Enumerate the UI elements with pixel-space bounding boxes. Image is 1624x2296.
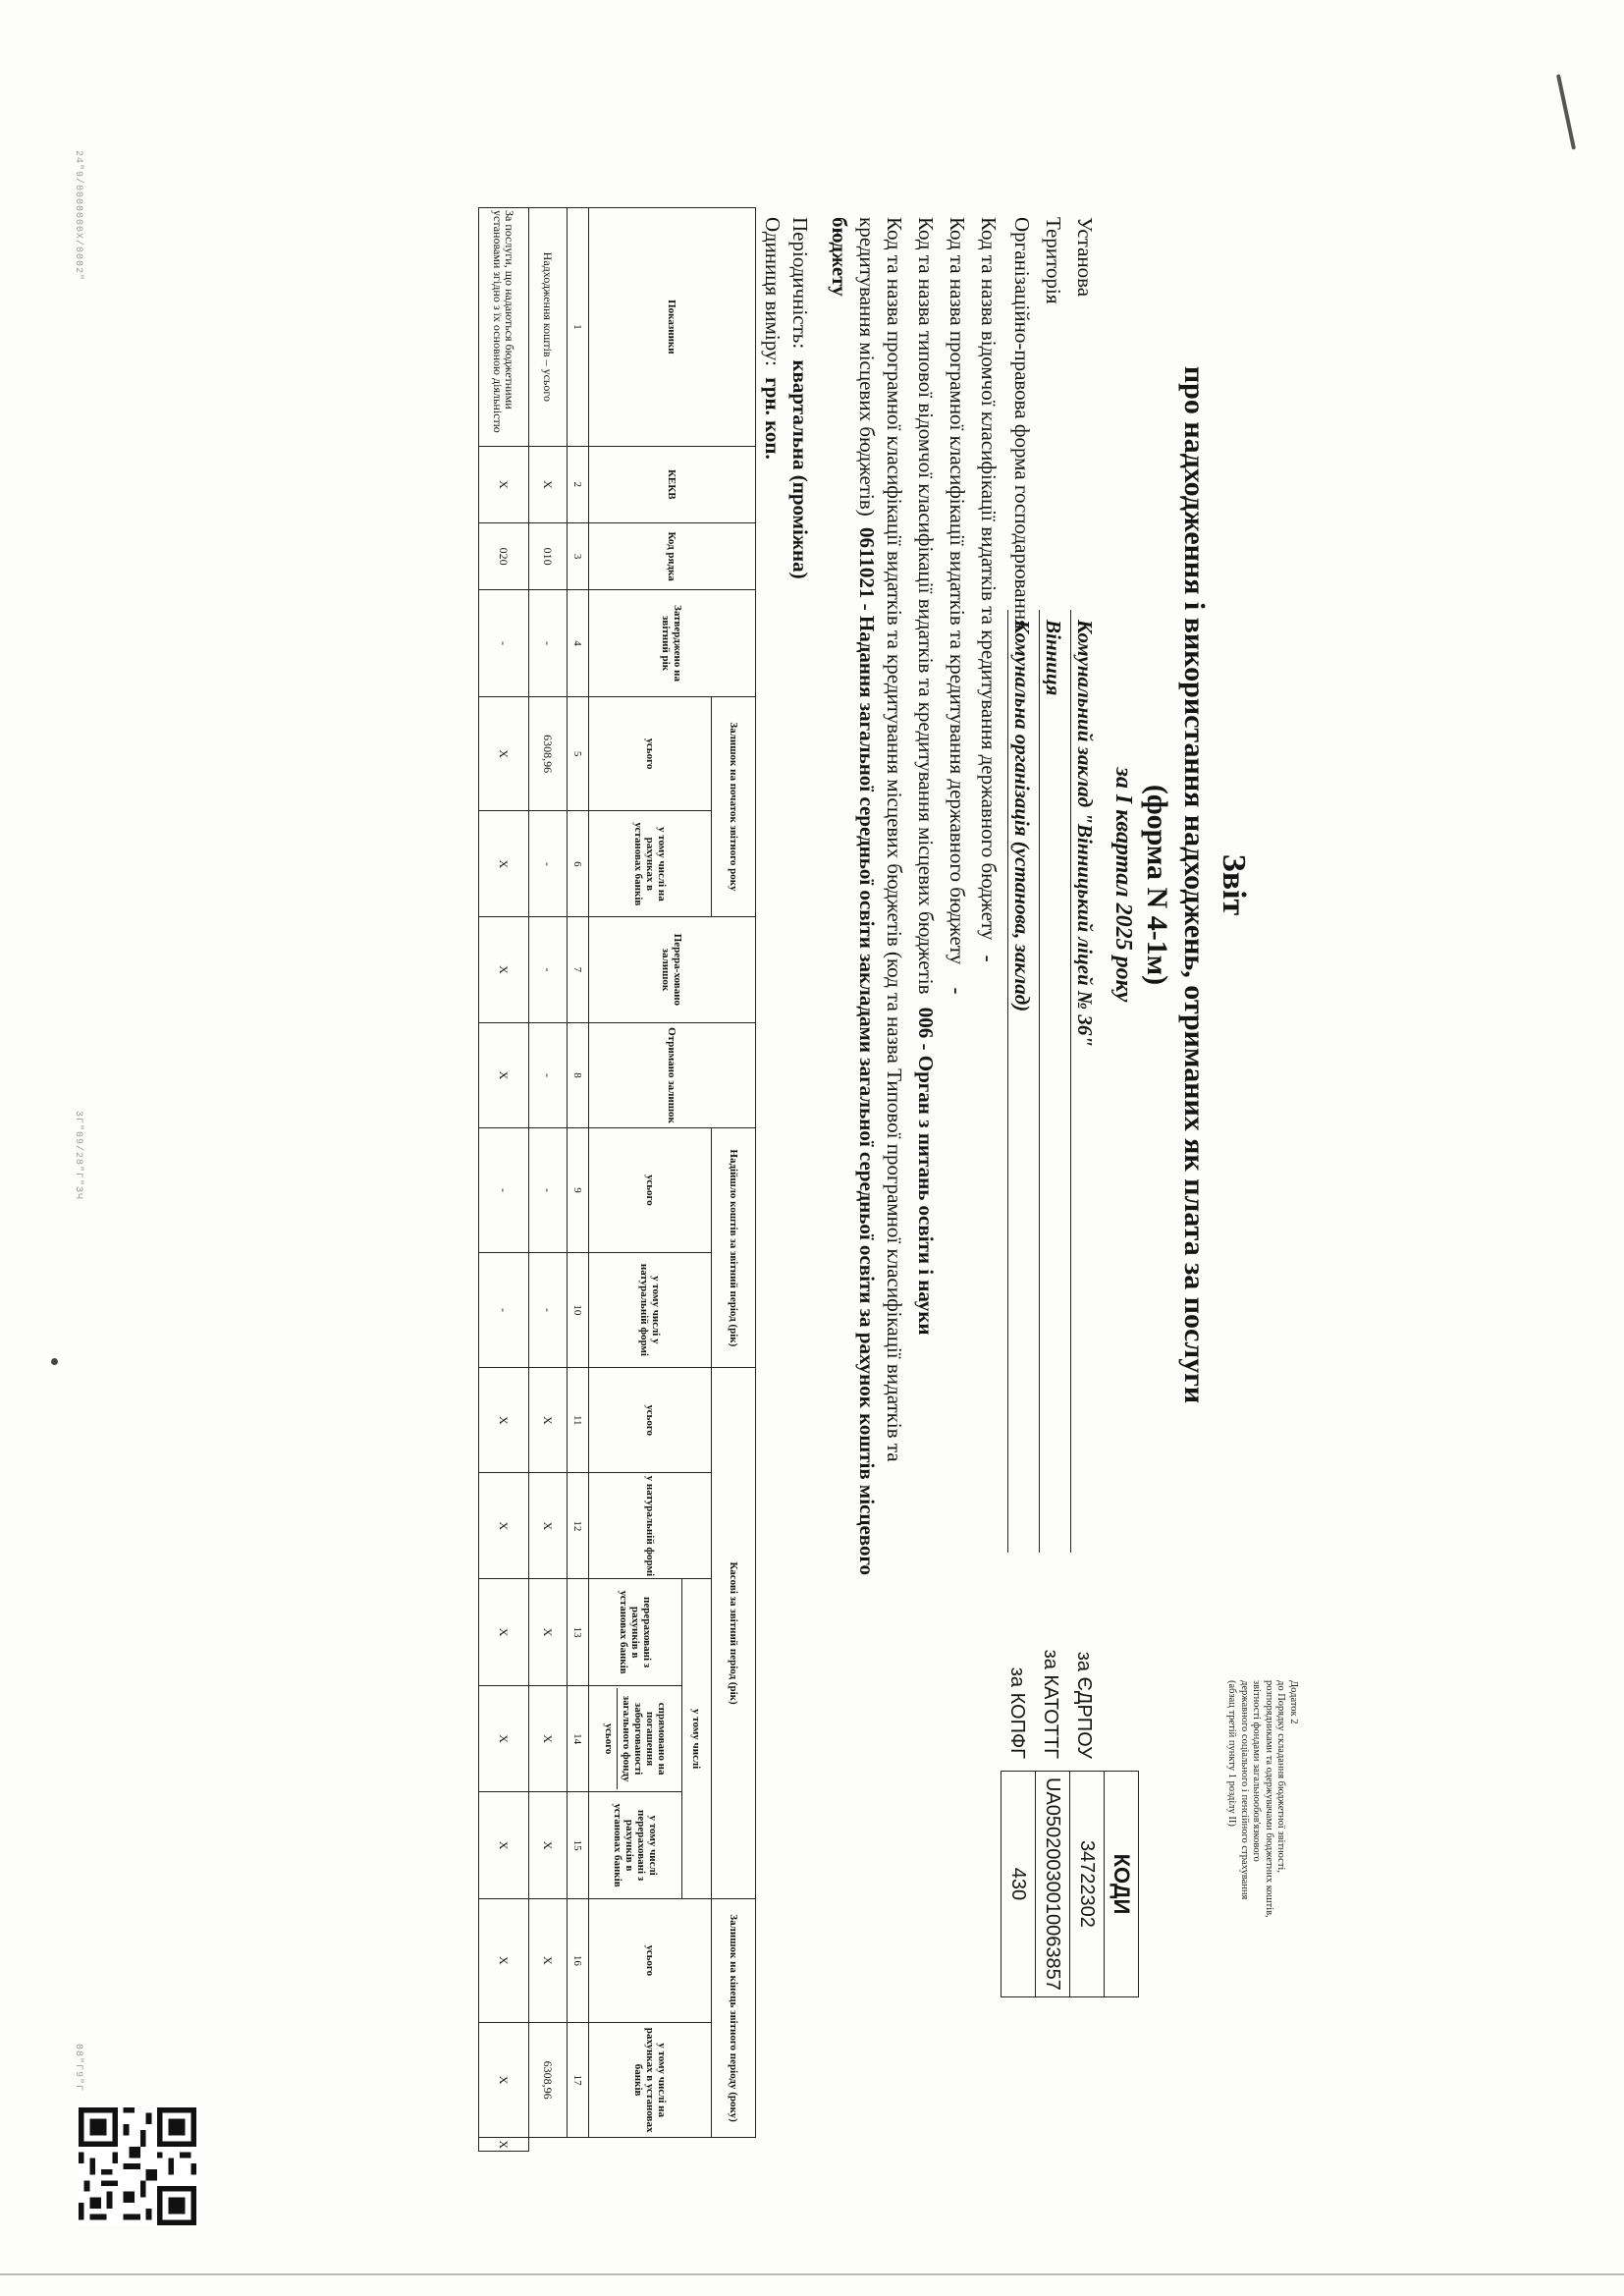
col-number: 1 [568,208,589,447]
local-dept-value: 006 - Орган з питань освіти і науки [914,1007,938,1336]
katottg-label: за КАТОТТГ [1040,1649,1061,1759]
scan-stamp-mid: 3Г"09/28"Г"ЗЧ [73,1111,83,1201]
col-number: 17 [568,2022,589,2137]
appendix-line: державного соціального і пенсійного страхування [1239,1680,1250,1900]
cell: 020 [479,522,529,590]
col-number: 10 [568,1252,589,1368]
cell: X [479,1473,529,1579]
qr-code [79,2107,196,2225]
cell: X [479,446,529,522]
col-number: 6 [568,811,589,917]
header-kekv: КЕКВ [589,446,756,522]
cell: X [479,2138,529,2152]
cell: X [529,1473,568,1579]
report-title: Звіт [1216,853,1252,916]
cell: - [479,590,529,696]
header-cash-total: усього [589,1368,712,1473]
header-end-balance: Залишок на кінець звітного періоду (року) [712,1898,756,2138]
cell: - [529,1252,568,1368]
header-repaid [589,1685,682,1792]
header-arrived: Надійшло коштів за звітний період (рік) [712,1128,756,1368]
local-dept-label: Код та назва типової відомчої класифікації видатків та кредитування місцевих бюджетів [914,217,938,995]
cell: X [479,811,529,917]
unit-label: Одиниця виміру: [761,217,785,366]
cell: 010 [529,522,568,590]
header-start-bank: у тому числі на рахунках в установах банків [589,811,712,917]
pen-mark [1556,74,1576,149]
col-number: 13 [568,1579,589,1685]
local-prog-label-2: кредитування місцевих бюджетів) [855,217,879,517]
cell: X [479,1685,529,1792]
col-number: 12 [568,1473,589,1579]
appendix-line: Додаток 2 [1288,1680,1299,1724]
header-end-bank: у тому числі на рахунках в установах банків [589,2022,712,2137]
cell: X [479,2022,529,2137]
cell: X [529,1792,568,1898]
header-cash-natural: у натуральній формі [589,1473,712,1579]
appendix-line: (абзац третій пункту 1 розділу II) [1226,1680,1238,1827]
cell: X [479,1898,529,2022]
header-repaid-title: спрямовано на погашення заборгованості загального фонду [621,1695,668,1782]
cell: - [529,1128,568,1252]
cell: X [479,1579,529,1685]
unit-row [760,217,785,460]
cell: X [529,1898,568,2022]
local-prog-value-2: бюджету [828,217,851,297]
unit-value: грн. коп. [761,377,785,460]
header-arrived-natural: у тому числі у натуральній формі [589,1252,712,1368]
header-end-total: усього [589,1898,712,2022]
col-number: 5 [568,696,589,811]
header-row-code: Код рядка [589,522,756,590]
col-number: 16 [568,1898,589,2022]
cell: X [529,446,568,522]
row-name: Надходження коштів – усього [529,208,568,447]
local-dept-row [913,217,938,1336]
local-prog-value-1: 0611021 - Надання загальної середньої освіти закладами загальної середньої освіти за рахунок коштів місцевого [855,527,879,1575]
col-number: 14 [568,1685,589,1792]
cell: X [479,696,529,811]
rotated-report-page [29,148,1311,2152]
local-prog-row-2 [854,217,879,1575]
cell: - [529,1022,568,1128]
dept-code-row [976,217,1001,962]
territory-label: Територія [1042,217,1065,304]
header-transferred: Перера-ховано залишок [589,917,756,1022]
appendix-note [1225,1680,1299,2142]
cell: - [479,1252,529,1368]
cell: X [529,1368,568,1473]
appendix-line: до Порядку складання бюджетної звітності, [1275,1680,1287,1873]
territory-value: Вінниця [1042,620,1065,696]
cell: - [479,1128,529,1252]
cell: - [529,917,568,1022]
header-repaid-total: усього [603,1688,618,1790]
periodicity-row [787,217,812,579]
appendix-line: звітності фондами загальнообов'язкового [1251,1680,1263,1862]
col-number: 2 [568,446,589,522]
header-cash-transferred-bank: перераховані з рахунків в установах банків [589,1579,682,1685]
edrpou-value: 34722302 [1070,1772,1105,1997]
header-approved: Затверджено на звітний рік [589,590,756,696]
cell: X [479,1022,529,1128]
cell: - [529,811,568,917]
local-prog-row-3 [827,217,851,297]
table-row [529,208,568,2152]
cell: X [479,1792,529,1898]
header-start-balance: Залишок на початок звітного року [712,696,756,917]
report-subtitle: про надходження і використання надходжень, отриманих як плата за послуги [1178,365,1211,1404]
codes-header: КОДИ [1105,1772,1139,1997]
col-number: 9 [568,1128,589,1252]
kopfg-value: 430 [1001,1772,1036,1997]
header-start-total: усього [589,696,712,811]
dept-code-value: - [977,955,1001,962]
header-indicators: Показники [589,208,756,447]
program-value: - [946,987,969,995]
table-row [479,208,529,2152]
header-repaid-bank: у тому числі перераховані з рахунків в установах банків [589,1792,682,1898]
institution-value: Комунальний заклад "Вінницький ліцей № 36" [1073,620,1097,1048]
report-period: за I квартал 2025 року [1110,767,1136,1003]
cell: 6308,96 [529,696,568,811]
cell: X [529,1579,568,1685]
katottg-value: UA05020030010063857 [1036,1772,1070,1997]
cell: - [529,590,568,696]
header-received: Отримано залишок [589,1022,756,1128]
header-cash-incl: у тому числі [682,1579,712,1898]
org-form-value: Комунальна організація (установа, заклад) [1010,620,1034,1012]
edrpou-label: за ЄДРПОУ [1073,1651,1095,1759]
report-form-number: (форма N 4-1м) [1141,784,1173,986]
cell: X [479,917,529,1022]
org-form-label: Організаційно-правова форма господарювання [1010,217,1034,629]
appendix-line: розпорядниками та одержувачами бюджетних коштів, [1264,1680,1274,1918]
scan-stamp-left: 24"9/0000000X/0002" [73,150,83,282]
dept-code-label: Код та назва відомчої класифікації видатків та кредитування державного бюджету [977,217,1001,941]
col-number: 4 [568,590,589,696]
cell: X [529,1685,568,1792]
institution-row [1072,217,1097,1048]
row-name: За послуги, що надаються бюджетними установами згідно з їх основною діяльністю [479,208,529,447]
program-label: Код та назва програмної класифікації видатків та кредитування державного бюджету [946,217,969,965]
scan-stamp-right: 08"Г9"Г [73,2044,83,2093]
cell: X [479,1368,529,1473]
col-number: 7 [568,917,589,1022]
local-prog-label-1: Код та назва програмної класифікації видатків та кредитування місцевих бюджетів (код та назва Типової програмної класифікації видатків та [883,217,906,1462]
institution-label: Установа [1073,217,1097,298]
report-table [478,207,756,2152]
col-number: 11 [568,1368,589,1473]
codes-labels [1001,1602,1101,1759]
org-form-row [1009,217,1034,1012]
local-prog-row-1 [882,217,906,1462]
header-cash: Касові за звітний період (рік) [712,1368,756,1899]
header-arrived-total: усього [589,1128,712,1252]
periodicity-value: квартальна (проміжна) [788,359,812,579]
cell: 6308,96 [529,2022,568,2137]
program-row [945,217,969,994]
kopfg-label: за КОПФГ [1006,1667,1028,1759]
codes-table [1001,1771,1139,1997]
territory-row [1041,217,1065,696]
col-number: 15 [568,1792,589,1898]
col-number: 8 [568,1022,589,1128]
col-number: 3 [568,522,589,590]
periodicity-label: Періодичність: [788,217,812,350]
